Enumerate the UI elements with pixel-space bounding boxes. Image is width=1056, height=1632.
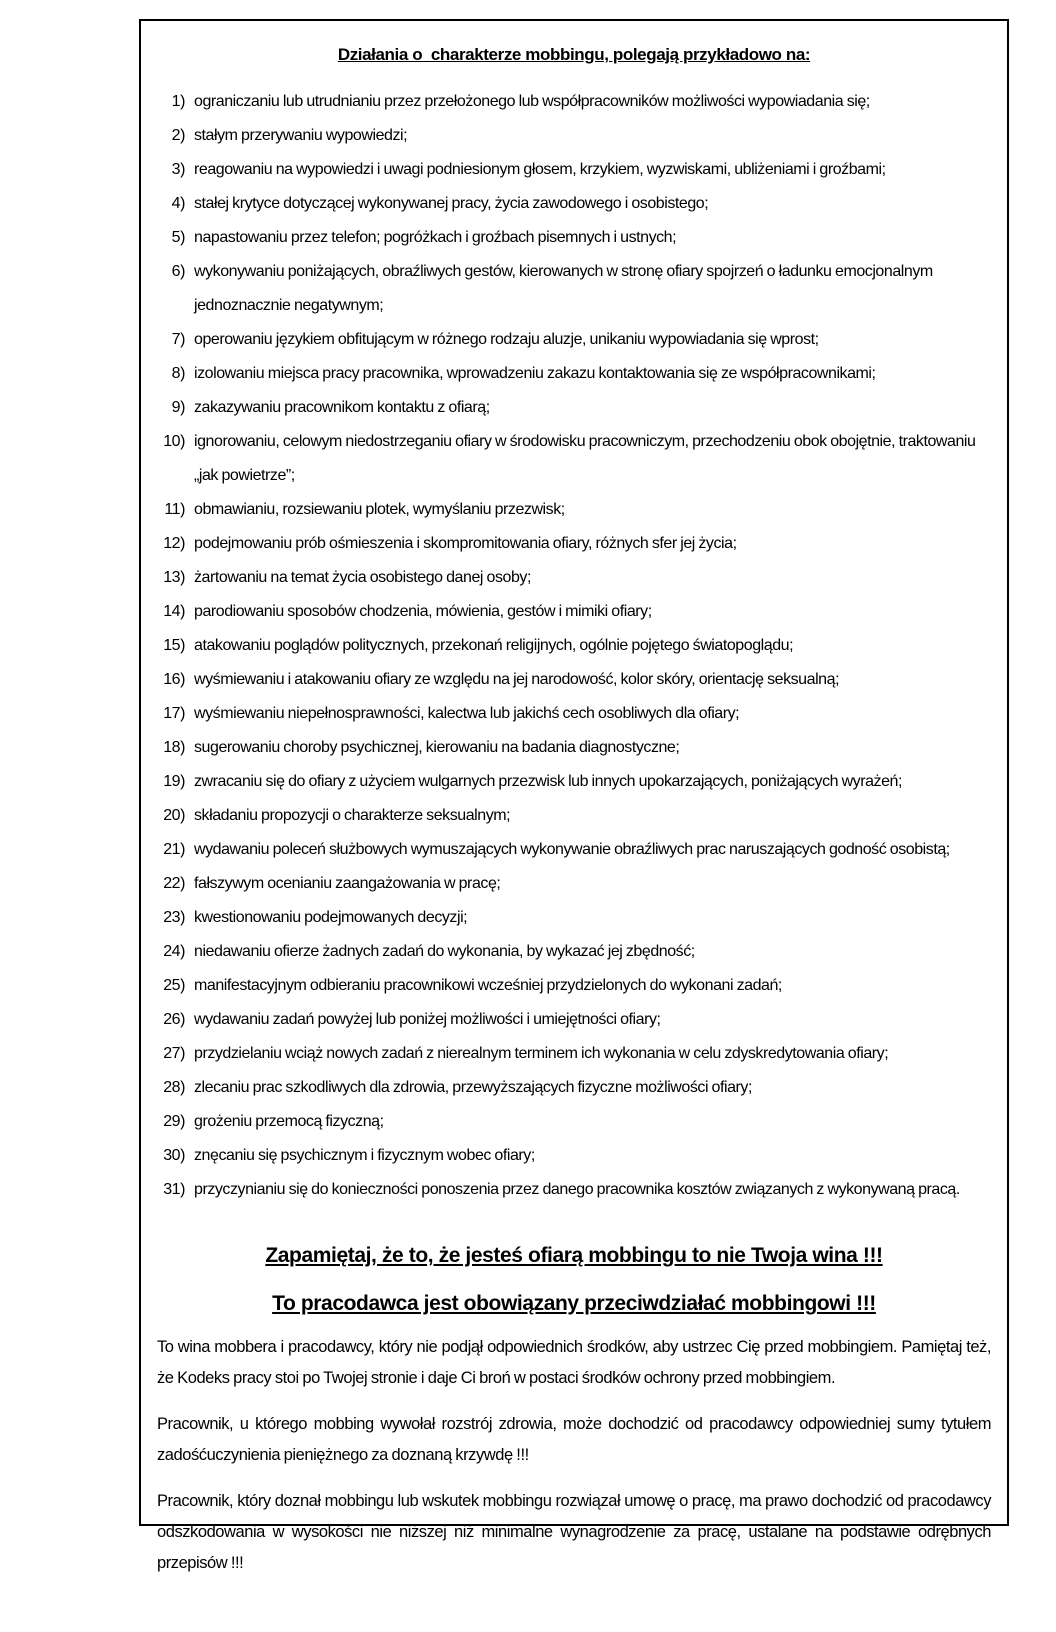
list-item bbox=[155, 765, 993, 799]
list-item bbox=[155, 969, 993, 1003]
list-item bbox=[155, 731, 993, 765]
list-item bbox=[155, 1071, 993, 1105]
list-item-text: wyśmiewaniu niepełnosprawności, kalectwa lub jakichś cech osobliwych dla ofiary; bbox=[194, 705, 740, 722]
list-item bbox=[155, 221, 993, 255]
emphasis-victim-not-your-fault: Zapamiętaj, że to, że jesteś ofiarą mobbingu to nie Twoja wina !!! bbox=[265, 1244, 883, 1267]
list-item-text: napastowaniu przez telefon; pogróżkach i groźbach pisemnych i ustnych; bbox=[194, 229, 677, 246]
list-item-text: manifestacyjnym odbieraniu pracownikowi wcześniej przydzielonych do wykonani zadań; bbox=[194, 977, 782, 994]
document-title: Działania o charakterze mobbingu, polegają przykładowo na: bbox=[337, 45, 811, 64]
list-item-text: izolowaniu miejsca pracy pracownika, wprowadzeniu zakazu kontaktowania się ze współpracownikami; bbox=[194, 365, 876, 382]
list-item-text: znęcaniu się psychicznym i fizycznym wobec ofiary; bbox=[194, 1147, 535, 1164]
list-item bbox=[155, 1003, 993, 1037]
list-item-text: wydawaniu zadań powyżej lub poniżej możliwości i umiejętności ofiary; bbox=[194, 1011, 661, 1028]
list-item-text: stałej krytyce dotyczącej wykonywanej pracy, życia zawodowego i osobistego; bbox=[194, 195, 709, 212]
list-item-text: wykonywaniu poniżających, obraźliwych gestów, kierowanych w stronę ofiary spojrzeń o ładunku emocjonalnym jednoznacznie negatywnym; bbox=[194, 263, 933, 314]
list-item-number: 6) bbox=[171, 263, 185, 280]
list-item bbox=[155, 799, 993, 833]
list-item-number: 31) bbox=[163, 1181, 185, 1198]
list-item-number: 20) bbox=[163, 807, 185, 824]
list-item-number: 12) bbox=[163, 535, 185, 552]
list-item-number: 7) bbox=[171, 331, 185, 348]
list-item-text: reagowaniu na wypowiedzi i uwagi podniesionym głosem, krzykiem, wyzwiskami, ubliżeniami i groźbami; bbox=[194, 161, 886, 178]
list-item bbox=[155, 1105, 993, 1139]
list-item-number: 21) bbox=[163, 841, 185, 858]
list-item-number: 19) bbox=[163, 773, 185, 790]
list-item-text: zwracaniu się do ofiary z użyciem wulgarnych przezwisk lub innych upokarzających, poniżających wyrażeń; bbox=[194, 773, 902, 790]
list-item-text: obmawianiu, rozsiewaniu plotek, wymyślaniu przezwisk; bbox=[194, 501, 565, 518]
list-item-text: składaniu propozycji o charakterze seksualnym; bbox=[194, 807, 511, 824]
list-item-text: fałszywym ocenianiu zaangażowania w pracę; bbox=[194, 875, 501, 892]
list-item-text: grożeniu przemocą fizyczną; bbox=[194, 1113, 384, 1130]
mobbing-actions-list bbox=[155, 85, 993, 1207]
paragraph-health-compensation: Pracownik, u którego mobbing wywołał rozstrój zdrowia, może dochodzić od pracodawcy odpowiedniej sumy tytułem zadośćuczynienia pieniężnego za doznaną krzywdę !!! bbox=[157, 1415, 991, 1464]
list-item bbox=[155, 153, 993, 187]
list-item-text: przyczynianiu się do konieczności ponoszenia przez danego pracownika kosztów związanych z wykonywaną pracą. bbox=[194, 1181, 960, 1198]
list-item-number: 23) bbox=[163, 909, 185, 926]
list-item-text: ograniczaniu lub utrudnianiu przez przełożonego lub współpracowników możliwości wypowiadania się; bbox=[194, 93, 870, 110]
paragraph-mobber-blame: To wina mobbera i pracodawcy, który nie podjął odpowiednich środków, aby ustrzec Cię przed mobbingiem. Pamiętaj też, że Kodeks pracy stoi po Twojej stronie i daje Ci broń w postaci środków ochrony przed mobbingiem. bbox=[157, 1338, 991, 1387]
list-item bbox=[155, 867, 993, 901]
list-item bbox=[155, 833, 993, 867]
list-item-number: 30) bbox=[163, 1147, 185, 1164]
list-item-text: wydawaniu poleceń służbowych wymuszających wykonywanie obraźliwych prac naruszających godność osobistą; bbox=[194, 841, 950, 858]
list-item-number: 29) bbox=[163, 1113, 185, 1130]
list-item-number: 13) bbox=[163, 569, 185, 586]
list-item-text: operowaniu językiem obfitującym w różnego rodzaju aluzje, unikaniu wypowiadania się wprost; bbox=[194, 331, 819, 348]
list-item bbox=[155, 901, 993, 935]
list-item-number: 14) bbox=[163, 603, 185, 620]
list-item bbox=[155, 629, 993, 663]
list-item bbox=[155, 1173, 993, 1207]
list-item-number: 27) bbox=[163, 1045, 185, 1062]
list-item-number: 2) bbox=[171, 127, 185, 144]
list-item bbox=[155, 595, 993, 629]
list-item-text: przydzielaniu wciąż nowych zadań z nierealnym terminem ich wykonania w celu zdyskredytowania ofiary; bbox=[194, 1045, 889, 1062]
list-item bbox=[155, 493, 993, 527]
list-item bbox=[155, 1139, 993, 1173]
list-item bbox=[155, 663, 993, 697]
list-item-text: niedawaniu ofierze żadnych zadań do wykonania, by wykazać jej zbędność; bbox=[194, 943, 695, 960]
list-item-text: żartowaniu na temat życia osobistego danej osoby; bbox=[194, 569, 531, 586]
list-item bbox=[155, 935, 993, 969]
list-item-number: 9) bbox=[171, 399, 185, 416]
list-item bbox=[155, 119, 993, 153]
list-item-number: 15) bbox=[163, 637, 185, 654]
emphasis-employer-obligation: To pracodawca jest obowiązany przeciwdziałać mobbingowi !!! bbox=[272, 1292, 876, 1315]
list-item-number: 5) bbox=[171, 229, 185, 246]
list-item-number: 11) bbox=[164, 501, 185, 518]
list-item bbox=[155, 323, 993, 357]
list-item bbox=[155, 187, 993, 221]
list-item bbox=[155, 527, 993, 561]
list-item-text: podejmowaniu prób ośmieszenia i skompromitowania ofiary, różnych sfer jej życia; bbox=[194, 535, 737, 552]
list-item-number: 4) bbox=[171, 195, 185, 212]
list-item bbox=[155, 391, 993, 425]
list-item-number: 22) bbox=[163, 875, 185, 892]
list-item-text: sugerowaniu choroby psychicznej, kierowaniu na badania diagnostyczne; bbox=[194, 739, 680, 756]
list-item bbox=[155, 561, 993, 595]
list-item bbox=[155, 255, 993, 323]
list-item bbox=[155, 697, 993, 731]
list-item-number: 25) bbox=[163, 977, 185, 994]
list-item-number: 18) bbox=[163, 739, 185, 756]
list-item-text: wyśmiewaniu i atakowaniu ofiary ze względu na jej narodowość, kolor skóry, orientację seksualną; bbox=[194, 671, 840, 688]
list-item-text: kwestionowaniu podejmowanych decyzji; bbox=[194, 909, 468, 926]
list-item bbox=[155, 357, 993, 391]
list-item-number: 8) bbox=[171, 365, 185, 382]
list-item-number: 17) bbox=[163, 705, 185, 722]
paragraph-contract-compensation: Pracownik, który doznał mobbingu lub wskutek mobbingu rozwiązał umowę o pracę, ma prawo dochodzić od pracodawcy odszkodowania w wysokości nie niższej niż minimalne wynagrodzenie za pracę, ustalane na podstawie odrębnych przepisów !!! bbox=[157, 1492, 991, 1572]
list-item-number: 3) bbox=[171, 161, 185, 178]
list-item-number: 16) bbox=[163, 671, 185, 688]
list-item bbox=[155, 1037, 993, 1071]
list-item-text: zakazywaniu pracownikom kontaktu z ofiarą; bbox=[194, 399, 490, 416]
list-item-number: 28) bbox=[163, 1079, 185, 1096]
list-item bbox=[155, 85, 993, 119]
document-border-frame bbox=[139, 19, 1009, 1572]
list-item bbox=[155, 425, 993, 493]
list-item-number: 10) bbox=[163, 433, 185, 450]
list-item-text: zlecaniu prac szkodliwych dla zdrowia, przewyższających fizyczne możliwości ofiary; bbox=[194, 1079, 752, 1096]
list-item-text: parodiowaniu sposobów chodzenia, mówienia, gestów i mimiki ofiary; bbox=[194, 603, 652, 620]
list-item-number: 26) bbox=[163, 1011, 185, 1028]
list-item-text: ignorowaniu, celowym niedostrzeganiu ofiary w środowisku pracowniczym, przechodzeniu obok obojętnie, traktowaniu „jak powietrze”; bbox=[194, 433, 976, 484]
list-item-text: atakowaniu poglądów politycznych, przekonań religijnych, ogólnie pojętego światopoglądu; bbox=[194, 637, 794, 654]
list-item-number: 24) bbox=[163, 943, 185, 960]
list-item-number: 1) bbox=[171, 93, 185, 110]
list-item-text: stałym przerywaniu wypowiedzi; bbox=[194, 127, 408, 144]
